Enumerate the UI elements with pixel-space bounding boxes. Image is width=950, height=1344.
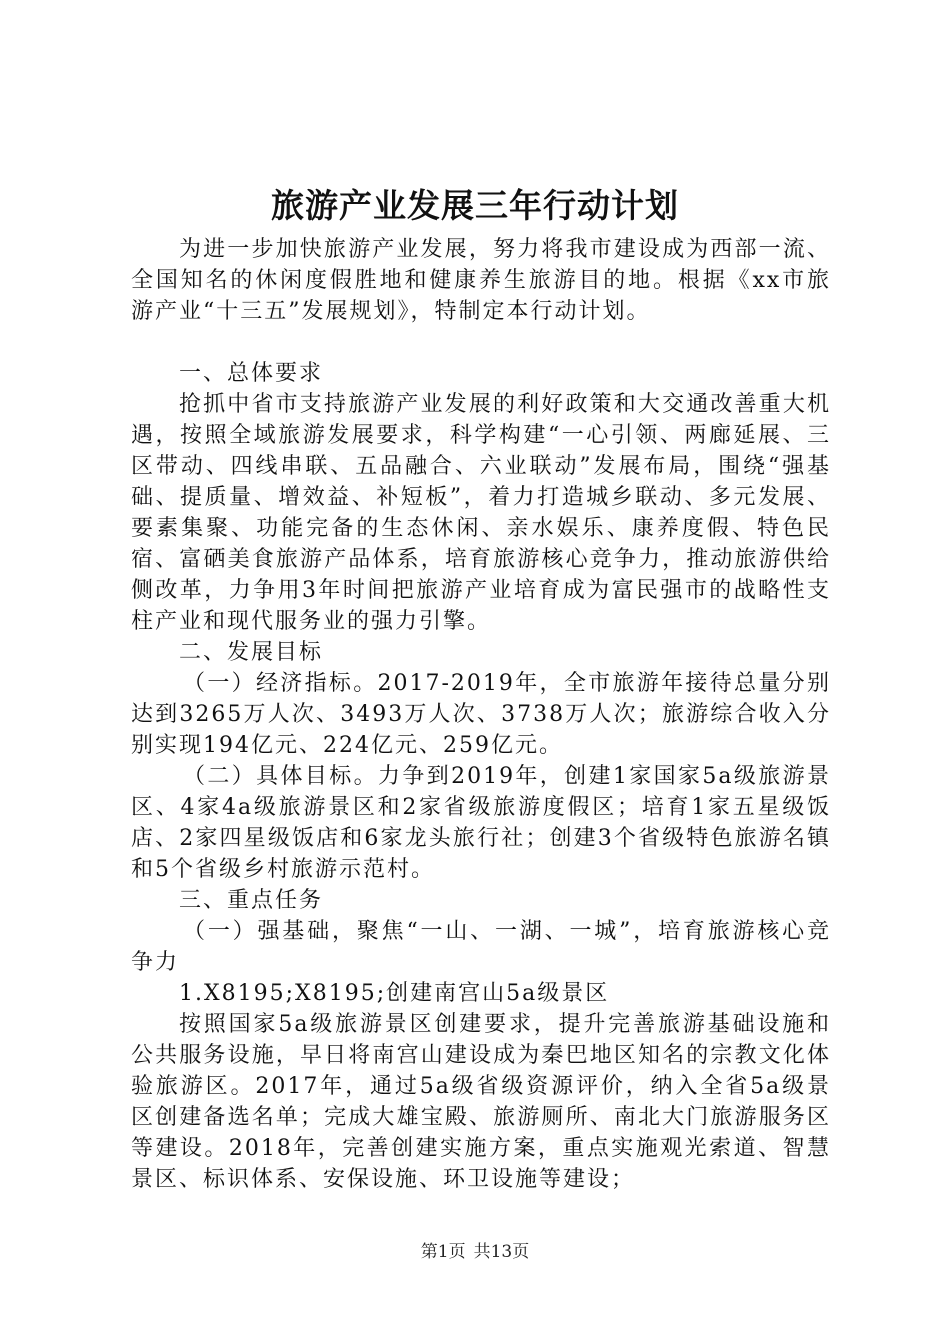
- page-footer: [0, 1240, 950, 1264]
- document-body: [131, 234, 831, 1195]
- page-title: 旅游产业发展三年行动计划: [271, 186, 679, 225]
- paragraph-spacer: [131, 327, 831, 358]
- body-paragraph: （一）经济指标。2017-2019年，全市旅游年接待总量分别达到3265万人次、3493万人次、3738万人次；旅游综合收入分别实现194亿元、224亿元、259亿元。: [131, 671, 831, 758]
- page-number: 第1页: [420, 1242, 466, 1262]
- body-paragraph: （二）具体目标。力争到2019年，创建1家国家5a级旅游景区、4家4a级旅游景区和2家省级旅游度假区；培育1家五星级饭店、2家四星级饭店和6家龙头旅行社；创建3个省级特色旅游名镇和5个省级乡村旅游示范村。: [131, 764, 831, 882]
- page-total: 共13页: [473, 1242, 530, 1262]
- section-heading: 一、总体要求: [179, 361, 324, 386]
- intro-paragraph: 为进一步加快旅游产业发展，努力将我市建设成为西部一流、全国知名的休闲度假胜地和健康养生旅游目的地。根据《xx市旅游产业“十三五”发展规划》，特制定本行动计划。: [131, 237, 831, 324]
- section-heading: 三、重点任务: [179, 888, 324, 913]
- body-paragraph: 按照国家5a级旅游景区创建要求，提升完善旅游基础设施和公共服务设施，早日将南宫山建设成为秦巴地区知名的宗教文化体验旅游区。2017年，通过5a级省级资源评价，纳入全省5a级景区创建备选名单；完成大雄宝殿、旅游厕所、南北大门旅游服务区等建设。2018年，完善创建实施方案，重点实施观光索道、智慧景区、标识体系、安保设施、环卫设施等建设；: [131, 1012, 831, 1192]
- subsection-heading: 1.X8195;X8195;创建南宫山5a级景区: [179, 981, 610, 1006]
- subsection-heading: （一）强基础，聚焦“一山、一湖、一城”，培育旅游核心竞争力: [131, 919, 831, 975]
- body-paragraph: 抢抓中省市支持旅游产业发展的利好政策和大交通改善重大机遇，按照全域旅游发展要求，科学构建“一心引领、两廊延展、三区带动、四线串联、五品融合、六业联动”发展布局，围绕“强基础、提质量、增效益、补短板”，着力打造城乡联动、多元发展、要素集聚、功能完备的生态休闲、亲水娱乐、康养度假、特色民宿、富硒美食旅游产品体系，培育旅游核心竞争力，推动旅游供给侧改革，力争用3年时间把旅游产业培育成为富民强市的战略性支柱产业和现代服务业的强力引擎。: [131, 392, 831, 634]
- section-heading: 二、发展目标: [179, 640, 324, 665]
